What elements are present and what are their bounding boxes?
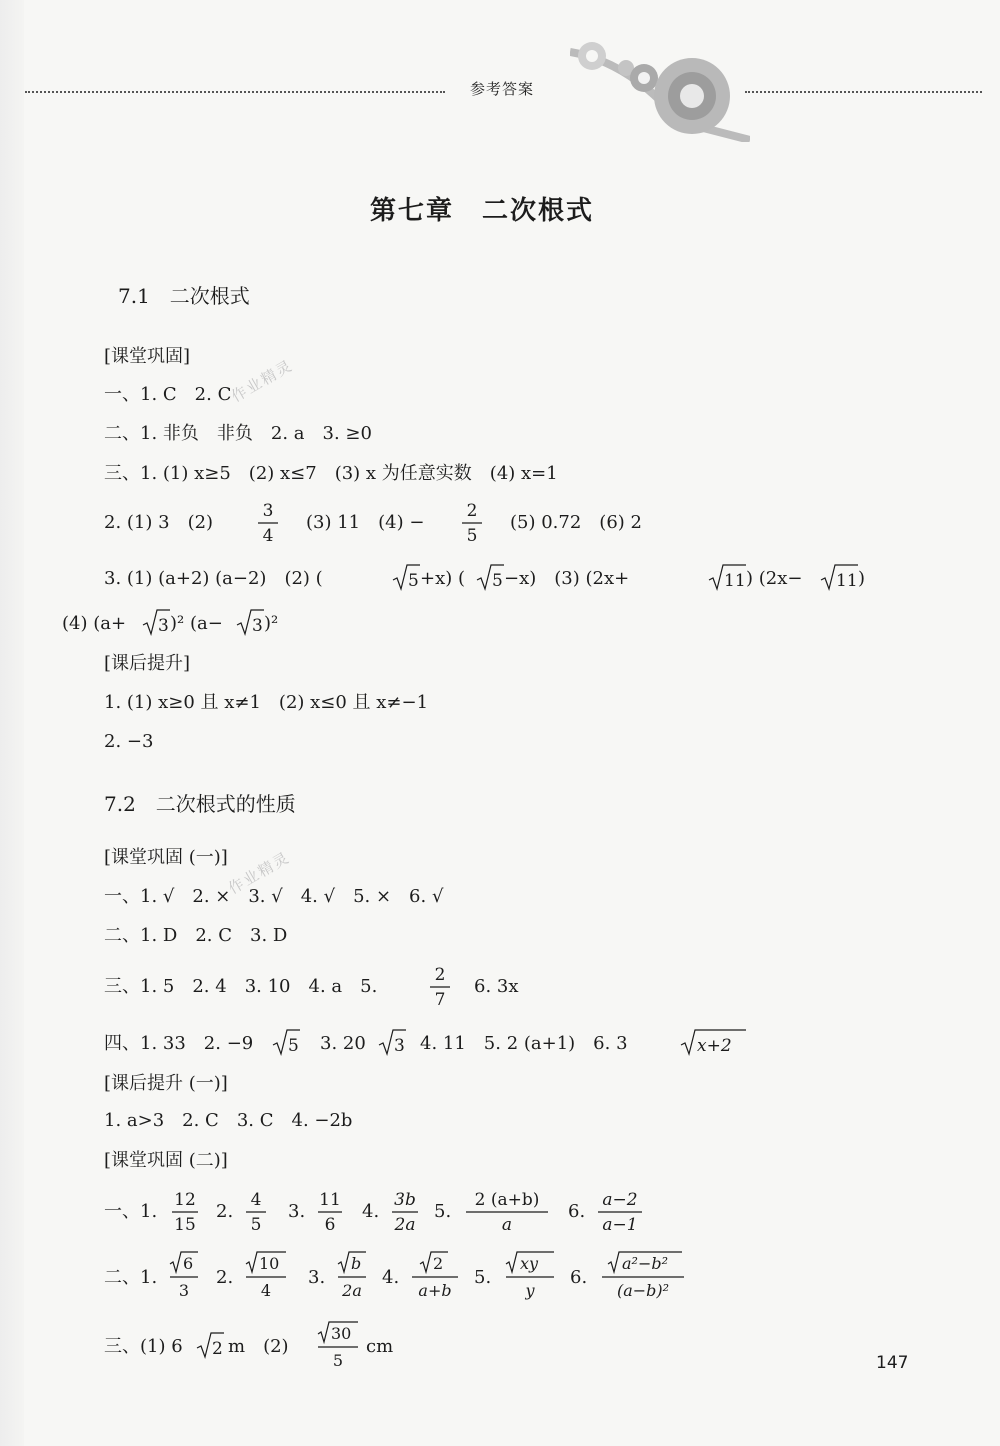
- answer-line-part: 2.: [216, 1201, 234, 1222]
- fraction: [428, 962, 452, 1012]
- label-kehou-tisheng: [课后提升]: [104, 653, 191, 674]
- svg-text:5: 5: [288, 1036, 299, 1056]
- svg-text:2a: 2a: [394, 1215, 416, 1235]
- fraction: [244, 1187, 268, 1237]
- fraction: [596, 1187, 644, 1237]
- answer-line-part: 3. 20: [320, 1033, 366, 1054]
- svg-text:xy: xy: [520, 1254, 539, 1273]
- answer-line-part: )²: [264, 613, 279, 634]
- answer-line: 2. −3: [104, 731, 154, 752]
- svg-text:3: 3: [394, 1036, 405, 1056]
- answer-line-part: )² (a−: [170, 613, 223, 634]
- answer-line: 1. (1) x≥0 且 x≠1 (2) x≤0 且 x≠−1: [104, 692, 429, 713]
- chapter-title: 第七章 二次根式: [370, 196, 595, 226]
- section-heading-7-1: 7.1 二次根式: [118, 284, 250, 308]
- svg-text:3: 3: [178, 1281, 190, 1300]
- svg-text:10: 10: [259, 1254, 280, 1273]
- answer-line-part: ) (2x−: [746, 568, 803, 589]
- answer-line-part: cm: [366, 1336, 394, 1357]
- svg-text:2a: 2a: [342, 1281, 362, 1300]
- sqrt: [820, 562, 858, 594]
- answer-line-part: (4) (a+: [62, 613, 127, 634]
- answer-line-part: 4.: [382, 1267, 400, 1288]
- svg-text:a: a: [501, 1215, 513, 1235]
- answer-line-part: (3) 11 (4) −: [306, 512, 425, 533]
- answer-line: 1. a>3 2. C 3. C 4. −2b: [104, 1110, 353, 1131]
- svg-text:3b: 3b: [394, 1190, 416, 1210]
- sqrt-fraction: [244, 1250, 288, 1304]
- fraction: [170, 1187, 200, 1237]
- sqrt: [236, 607, 264, 639]
- svg-text:5: 5: [492, 571, 503, 591]
- svg-text:3: 3: [252, 616, 263, 636]
- decorative-gears-icon: [570, 22, 750, 142]
- fraction: [390, 1187, 420, 1237]
- label-kehou-tisheng-1: [课后提升 (一)]: [104, 1073, 228, 1094]
- answer-line-part: ): [858, 568, 866, 589]
- answer-line: 二、1. D 2. C 3. D: [104, 925, 288, 946]
- svg-text:6: 6: [183, 1254, 194, 1273]
- sqrt-fraction: [336, 1250, 368, 1304]
- header-dotted-rule-left: [25, 91, 445, 93]
- svg-text:5: 5: [466, 526, 478, 546]
- answer-line-part: 三、1. 5 2. 4 3. 10 4. a 5.: [104, 976, 378, 997]
- label-ketang-gonggu: [课堂巩固]: [104, 346, 191, 367]
- sqrt: [476, 562, 504, 594]
- fraction: [316, 1187, 344, 1237]
- answer-line-part: 3.: [308, 1267, 326, 1288]
- svg-text:12: 12: [174, 1190, 196, 1210]
- svg-text:30: 30: [331, 1324, 352, 1343]
- svg-text:4: 4: [260, 1281, 272, 1300]
- sqrt-fraction: [316, 1320, 360, 1374]
- svg-text:3: 3: [158, 616, 169, 636]
- answer-line-part: 6.: [570, 1267, 588, 1288]
- answer-line: 三、1. (1) x≥5 (2) x≤7 (3) x 为任意实数 (4) x=1: [104, 463, 558, 484]
- sqrt: [272, 1027, 300, 1059]
- fraction: [460, 498, 484, 548]
- answer-line-part: 一、1.: [104, 1201, 158, 1222]
- answer-line-part: 二、1.: [104, 1267, 158, 1288]
- label-ketang-gonggu-2: [课堂巩固 (二)]: [104, 1150, 228, 1171]
- sqrt: [392, 562, 420, 594]
- svg-text:a−1: a−1: [602, 1215, 638, 1235]
- watermark-text: 作业精灵: [228, 356, 297, 406]
- answer-line-part: 4. 11 5. 2 (a+1) 6. 3: [420, 1033, 628, 1054]
- svg-text:2: 2: [434, 965, 446, 985]
- svg-text:4: 4: [262, 526, 274, 546]
- sqrt: [378, 1027, 406, 1059]
- svg-text:2 (a+b): 2 (a+b): [474, 1190, 540, 1210]
- answer-line-part: 三、(1) 6: [104, 1336, 183, 1357]
- answer-line-part: 6.: [568, 1201, 586, 1222]
- svg-text:(a−b)²: (a−b)²: [616, 1281, 670, 1300]
- svg-text:11: 11: [319, 1190, 341, 1210]
- answer-line-part: 5.: [434, 1201, 452, 1222]
- svg-text:2: 2: [433, 1254, 444, 1273]
- answer-line: 一、1. C 2. C: [104, 384, 232, 405]
- svg-text:6: 6: [324, 1215, 336, 1235]
- svg-text:11: 11: [724, 571, 746, 591]
- section-heading-7-2: 7.2 二次根式的性质: [104, 792, 296, 816]
- answer-line-part: 5.: [474, 1267, 492, 1288]
- sqrt-fraction: [168, 1250, 200, 1304]
- fraction: [256, 498, 280, 548]
- svg-text:x+2: x+2: [697, 1036, 732, 1056]
- svg-text:4: 4: [250, 1190, 262, 1210]
- answer-line-part: −x) (3) (2x+: [504, 568, 630, 589]
- sqrt-fraction: [504, 1250, 556, 1304]
- sqrt-fraction: [600, 1250, 686, 1304]
- svg-text:2: 2: [212, 1339, 223, 1359]
- answer-line-part: m (2): [228, 1336, 289, 1357]
- svg-text:2: 2: [466, 501, 478, 521]
- svg-text:5: 5: [250, 1215, 262, 1235]
- answer-line-part: +x) (: [420, 568, 465, 589]
- answer-line-part: 3.: [288, 1201, 306, 1222]
- answer-line: 二、1. 非负 非负 2. a 3. ≥0: [104, 423, 372, 444]
- watermark-text: 作业精灵: [225, 848, 294, 898]
- sqrt: [142, 607, 170, 639]
- svg-text:a²−b²: a²−b²: [622, 1254, 669, 1273]
- header-label: 参考答案: [470, 80, 535, 98]
- answer-line-part: 3. (1) (a+2) (a−2) (2) (: [104, 568, 323, 589]
- svg-text:7: 7: [434, 990, 446, 1010]
- answer-line-part: (5) 0.72 (6) 2: [510, 512, 642, 533]
- answer-line: 一、1. √ 2. × 3. √ 4. √ 5. × 6. √: [104, 886, 444, 907]
- svg-text:b: b: [351, 1254, 362, 1273]
- svg-text:y: y: [525, 1281, 535, 1300]
- sqrt: [708, 562, 746, 594]
- sqrt-fraction: [410, 1250, 460, 1304]
- answer-line-part: 4.: [362, 1201, 380, 1222]
- header-dotted-rule-right: [745, 91, 982, 93]
- label-ketang-gonggu-1: [课堂巩固 (一)]: [104, 847, 228, 868]
- svg-text:5: 5: [408, 571, 419, 591]
- svg-text:15: 15: [174, 1215, 196, 1235]
- fraction: [464, 1187, 550, 1237]
- svg-text:3: 3: [262, 501, 274, 521]
- page-spine-shadow: [0, 0, 24, 1446]
- sqrt: [680, 1027, 746, 1059]
- answer-line-part: 2.: [216, 1267, 234, 1288]
- sqrt: [196, 1330, 224, 1362]
- answer-line-part: 2. (1) 3 (2): [104, 512, 214, 533]
- answer-line-part: 四、1. 33 2. −9: [104, 1033, 254, 1054]
- svg-text:a−2: a−2: [602, 1190, 638, 1210]
- answer-line-part: 6. 3x: [474, 976, 519, 997]
- svg-text:11: 11: [836, 571, 858, 591]
- page-number: 147: [876, 1353, 909, 1373]
- svg-text:a+b: a+b: [418, 1281, 452, 1300]
- svg-text:5: 5: [332, 1351, 344, 1370]
